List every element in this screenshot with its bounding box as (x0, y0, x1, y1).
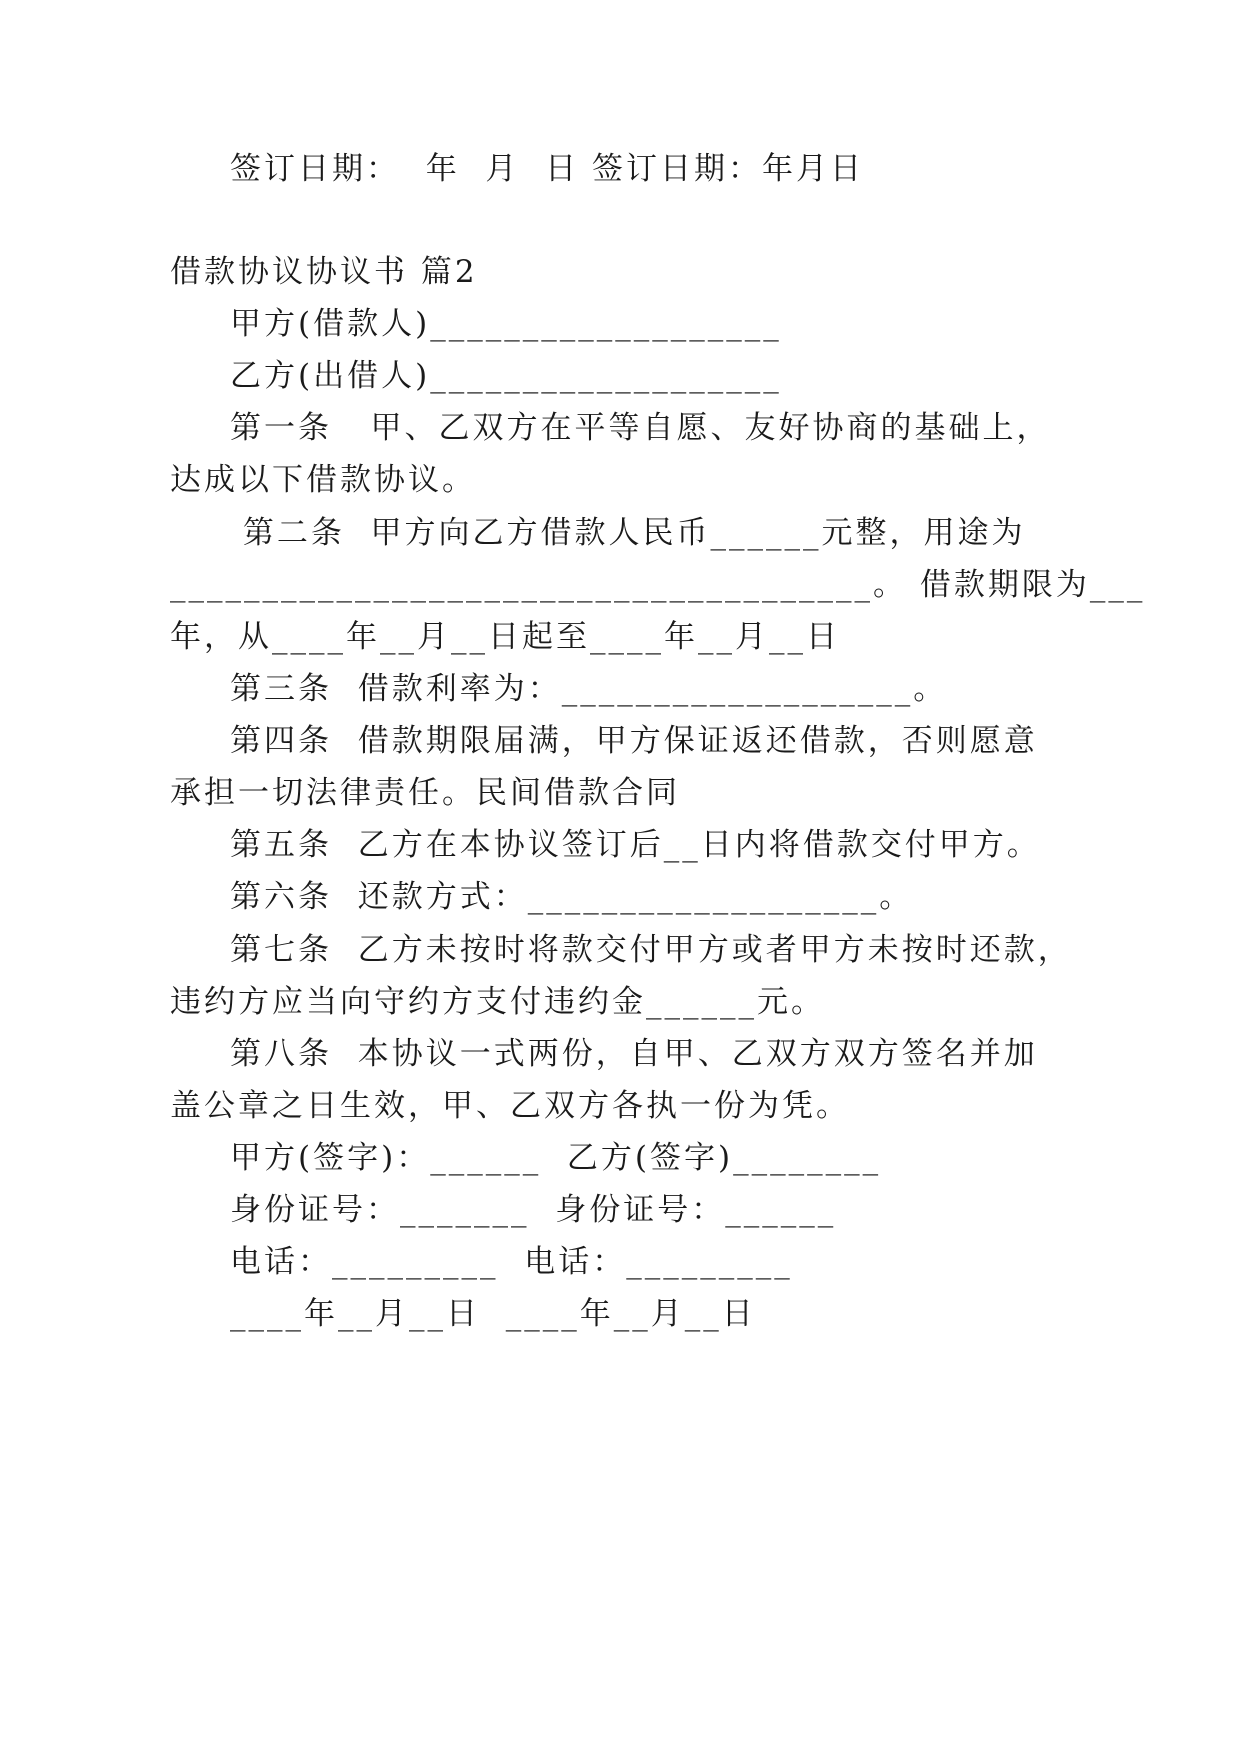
article-6-line: 第六条 还款方式：___________________。 (230, 879, 914, 915)
article-4-line-2: 承担一切法律责任。民间借款合同 (170, 775, 680, 811)
article-7-line-1: 第七条 乙方未按时将款交付甲方或者甲方未按时还款， (230, 932, 1072, 968)
phone-line: 电话：_________ 电话：_________ (230, 1244, 793, 1280)
party-b-line: 乙方(出借人)___________________ (230, 358, 782, 394)
id-number-line: 身份证号：_______ 身份证号：______ (230, 1192, 837, 1228)
article-7-line-2: 违约方应当向守约方支付违约金______元。 (170, 984, 825, 1020)
party-a-line: 甲方(借款人)___________________ (230, 306, 782, 342)
article-1-line-1: 第一条 甲、乙双方在平等自愿、友好协商的基础上， (230, 410, 1051, 446)
article-8-line-1: 第八条 本协议一式两份，自甲、乙双方双方签名并加 (230, 1036, 1038, 1072)
article-4-line-1: 第四条 借款期限届满，甲方保证返还借款，否则愿意 (230, 723, 1038, 759)
article-8-line-2: 盖公章之日生效，甲、乙双方各执一份为凭。 (170, 1088, 850, 1124)
article-5-line: 第五条 乙方在本协议签订后__日内将借款交付甲方。 (230, 827, 1041, 863)
section-title: 借款协议协议书 篇2 (170, 254, 478, 290)
signature-line: 甲方(签字)：______ 乙方(签字)________ (230, 1140, 882, 1176)
article-2-line-3: 年，从____年__月__日起至____年__月__日 (170, 619, 840, 655)
article-2-line-1: 第二条 甲方向乙方借款人民币______元整，用途为 (230, 515, 1026, 551)
previous-signing-date-line: 签订日期： 年 月 日 签订日期：年月日 (230, 151, 864, 187)
article-3-line: 第三条 借款利率为：___________________。 (230, 671, 948, 707)
article-2-line-2: ______________________________________。 借款期限为___ (170, 567, 1146, 603)
date-line: ____年__月__日 ____年__月__日 (230, 1296, 756, 1332)
article-1-line-2: 达成以下借款协议。 (170, 462, 476, 498)
